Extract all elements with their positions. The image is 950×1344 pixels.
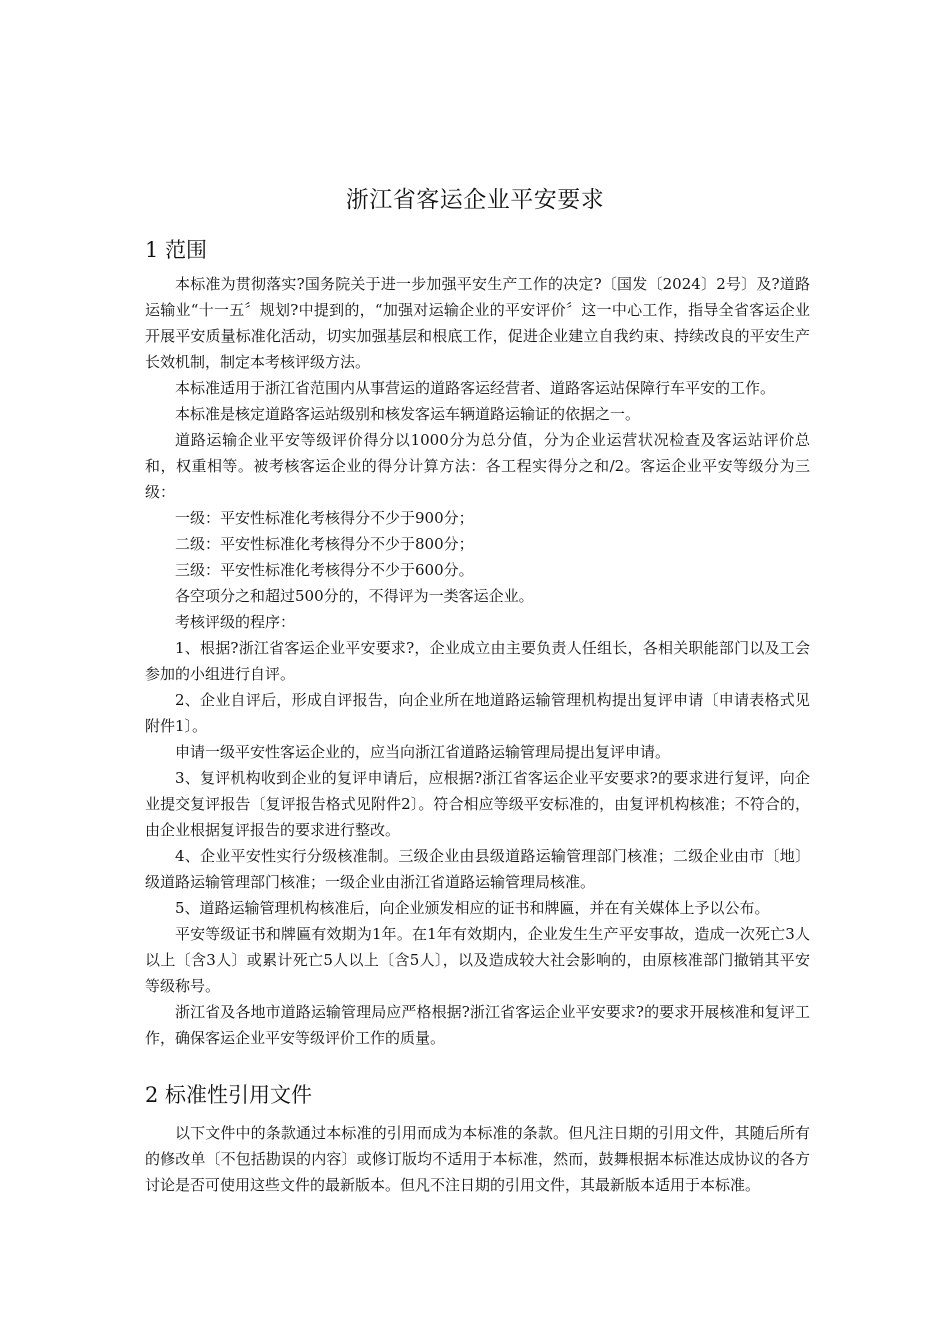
paragraph: 浙江省及各地市道路运输管理局应严格根据?浙江省客运企业平安要求?的要求开展核准和复评工作，确保客运企业平安等级评价工作的质量。	[145, 1003, 810, 1047]
paragraph: 5、道路运输管理机构核准后，向企业颁发相应的证书和牌匾，并在有关媒体上予以公布。	[175, 899, 770, 917]
paragraph: 申请一级平安性客运企业的，应当向浙江省道路运输管理局提出复评申请。	[175, 743, 671, 761]
paragraph: 考核评级的程序：	[175, 613, 296, 631]
section-body-scope	[145, 271, 810, 1051]
paragraph: 本标准为贯彻落实?国务院关于进一步加强平安生产工作的决定?〔国发〔2024〕2号〕及?道路运输业“十一五〞规划?中提到的，“加强对运输企业的平安评价〞这一中心工作，指导全省客运企业开展平安质量标准化活动，切实加强基层和根底工作，促进企业建立自我约束、持续改良的平安生产长效机制，制定本考核评级方法。	[145, 275, 810, 371]
section-heading-scope: 1 范围	[145, 238, 208, 262]
paragraph: 1、根据?浙江省客运企业平安要求?，企业成立由主要负责人任组长，各相关职能部门以及工会参加的小组进行自评。	[145, 639, 810, 683]
paragraph: 2、企业自评后，形成自评报告，向企业所在地道路运输管理机构提出复评申请〔申请表格式见附件1〕。	[145, 691, 810, 735]
paragraph: 一级：平安性标准化考核得分不少于900分；	[175, 509, 474, 527]
paragraph: 各空项分之和超过500分的，不得评为一类客运企业。	[175, 587, 534, 605]
section-body-normative-references	[145, 1120, 810, 1198]
paragraph: 三级：平安性标准化考核得分不少于600分。	[175, 561, 474, 579]
section-heading-normative-references: 2 标准性引用文件	[145, 1083, 313, 1107]
paragraph: 二级：平安性标准化考核得分不少于800分；	[175, 535, 474, 553]
paragraph: 本标准适用于浙江省范围内从事营运的道路客运经营者、道路客运站保障行车平安的工作。	[175, 379, 776, 397]
paragraph: 4、企业平安性实行分级核准制。三级企业由县级道路运输管理部门核准；二级企业由市〔地〕级道路运输管理部门核准；一级企业由浙江省道路运输管理局核准。	[145, 847, 810, 891]
paragraph: 道路运输企业平安等级评价得分以1000分为总分值，分为企业运营状况检查及客运站评价总和，权重相等。被考核客运企业的得分计算方法：各工程实得分之和/2。客运企业平安等级分为三级：	[145, 431, 810, 501]
paragraph: 以下文件中的条款通过本标准的引用而成为本标准的条款。但凡注日期的引用文件，其随后所有的修改单〔不包括勘误的内容〕或修订版均不适用于本标准，然而，鼓舞根据本标准达成协议的各方讨论是否可使用这些文件的最新版本。但凡不注日期的引用文件，其最新版本适用于本标准。	[145, 1124, 810, 1194]
paragraph: 3、复评机构收到企业的复评申请后，应根据?浙江省客运企业平安要求?的要求进行复评，向企业提交复评报告〔复评报告格式见附件2〕。符合相应等级平安标准的，由复评机构核准；不符合的，由企业根据复评报告的要求进行整改。	[145, 769, 810, 839]
document-title: 浙江省客运企业平安要求	[345, 187, 605, 213]
paragraph: 本标准是核定道路客运站级别和核发客运车辆道路运输证的依据之一。	[175, 405, 641, 423]
paragraph: 平安等级证书和牌匾有效期为1年。在1年有效期内，企业发生生产平安事故，造成一次死亡3人以上〔含3人〕或累计死亡5人以上〔含5人〕，以及造成较大社会影响的，由原核准部门撤销其平安等级称号。	[145, 925, 810, 995]
